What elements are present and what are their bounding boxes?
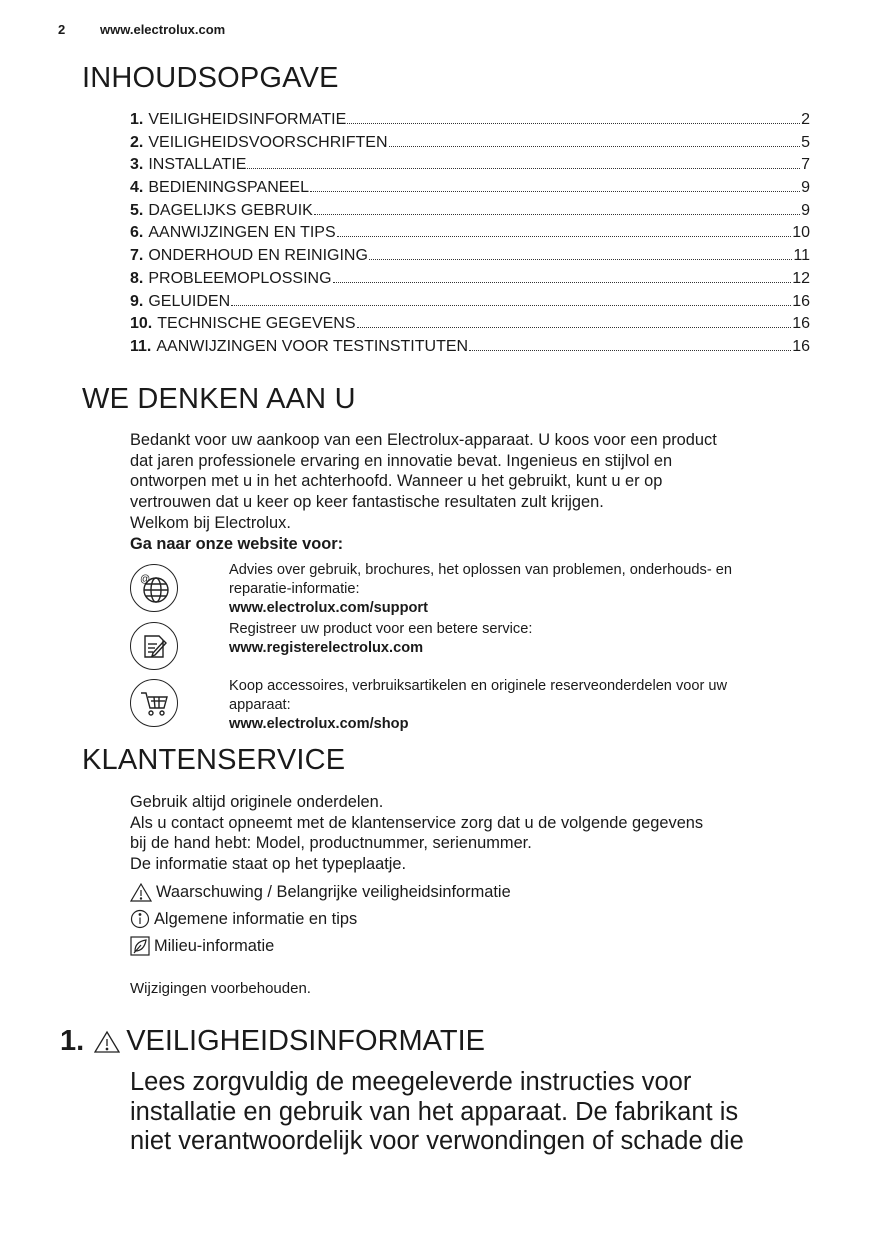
text-line: Bedankt voor uw aankoop van een Electrolux-apparaat. U koos voor een product	[130, 431, 717, 449]
welcome-title: WE DENKEN AAN U	[82, 383, 356, 415]
section-number: 1.	[60, 1025, 85, 1057]
text-line: bij de hand hebt: Model, productnummer, serienummer.	[130, 834, 532, 853]
text-line: niet verantwoordelijk voor verwondingen of schade die	[130, 1127, 744, 1156]
toc-item[interactable]: 2. VEILIGHEIDSVOORSCHRIFTEN 5	[130, 133, 810, 151]
toc-item-label: VEILIGHEIDSINFORMATIE	[148, 111, 347, 128]
warning-icon	[94, 1030, 120, 1054]
toc-item[interactable]: 6. AANWIJZINGEN EN TIPS 10	[130, 224, 810, 242]
text-line: Gebruik altijd originele onderdelen.	[130, 793, 384, 811]
info-icon	[130, 909, 150, 929]
toc-item[interactable]: 11. AANWIJZINGEN VOOR TESTINSTITUTEN 16	[130, 337, 810, 355]
legend-item: Waarschuwing / Belangrijke veiligheidsinformatie	[130, 879, 820, 906]
text-line: ontworpen met u in het achterhoofd. Wanneer u het gebruikt, kunt u er op	[130, 472, 663, 491]
section-1-intro	[130, 1068, 830, 1157]
leaf-icon	[130, 936, 150, 956]
changes-note: Wijzigingen voorbehouden.	[130, 979, 311, 997]
header-site-link[interactable]: www.electrolux.com	[100, 22, 226, 37]
section-title: VEILIGHEIDSINFORMATIE	[126, 1025, 485, 1057]
toc-item-label: DAGELIJKS GEBRUIK	[148, 201, 313, 219]
toc-item[interactable]: 4. BEDIENINGSPANEEL 9	[130, 179, 810, 197]
toc-item-label: AANWIJZINGEN EN TIPS	[148, 224, 336, 242]
text-line: installatie en gebruik van het apparaat. De fabrikant is	[130, 1097, 739, 1126]
page-header	[58, 22, 225, 37]
toc-item[interactable]: 1. VEILIGHEIDSINFORMATIE 2	[130, 111, 810, 128]
text-line: vertrouwen dat u keer op keer fantastische resultaten zult krijgen.	[130, 493, 604, 512]
customer-service-title: KLANTENSERVICE	[82, 744, 346, 776]
section-1-heading	[60, 1025, 485, 1058]
toc-item-label: AANWIJZINGEN VOOR TESTINSTITUTEN	[156, 337, 469, 355]
legend-item: Milieu-informatie	[130, 933, 820, 960]
customer-service-text	[130, 792, 820, 1000]
page-number: 2	[58, 22, 66, 37]
toc-item-label: VEILIGHEIDSVOORSCHRIFTEN	[148, 133, 388, 151]
shop-link[interactable]: www.electrolux.com/shop	[229, 716, 409, 732]
register-icon	[130, 622, 178, 670]
toc-item-page: 16	[792, 292, 810, 310]
toc-item[interactable]: 5. DAGELIJKS GEBRUIK 9	[130, 201, 810, 219]
toc-item-page: 12	[792, 269, 810, 287]
service-item: Advies over gebruik, brochures, het oplossen van problemen, onderhouds- en reparatie-informatie: www.electrolux.com/support	[229, 561, 819, 618]
cart-icon	[130, 679, 178, 727]
toc-item-label: TECHNISCHE GEGEVENS	[157, 315, 356, 333]
text-line: Welkom bij Electrolux.	[130, 513, 291, 532]
support-link[interactable]: www.electrolux.com/support	[229, 600, 428, 616]
welcome-text	[130, 430, 820, 554]
service-item: Registreer uw product voor een betere service: www.registerelectrolux.com	[229, 620, 819, 658]
toc-item[interactable]: 8. PROBLEEMOPLOSSING 12	[130, 269, 810, 287]
toc-title: INHOUDSOPGAVE	[82, 62, 339, 94]
toc-item-page: 16	[792, 315, 810, 333]
toc-item-page: 5	[801, 133, 810, 151]
text-line: De informatie staat op het typeplaatje.	[130, 855, 407, 874]
toc-item[interactable]: 3. INSTALLATIE 7	[130, 156, 810, 174]
toc-item[interactable]: 10. TECHNISCHE GEGEVENS 16	[130, 315, 810, 333]
globe-icon	[130, 564, 178, 612]
toc-item-label: ONDERHOUD EN REINIGING	[148, 247, 368, 265]
register-link[interactable]: www.registerelectrolux.com	[229, 640, 424, 656]
toc-item-page: 16	[792, 337, 810, 355]
toc-item-label: PROBLEEMOPLOSSING	[148, 269, 332, 287]
service-item: Koop accessoires, verbruiksartikelen en originele reserveonderdelen voor uw apparaat: www.electrolux.com/shop	[229, 677, 819, 734]
toc-item[interactable]: 7. ONDERHOUD EN REINIGING 11	[130, 247, 810, 265]
toc-item-label: BEDIENINGSPANEEL	[148, 179, 309, 197]
table-of-contents	[130, 111, 810, 361]
warning-icon	[130, 882, 152, 902]
toc-item-label: GELUIDEN	[148, 292, 231, 310]
toc-item-label: INSTALLATIE	[148, 156, 247, 174]
website-label: Ga naar onze website voor:	[130, 534, 344, 553]
svg-text:@: @	[140, 574, 151, 585]
legend	[130, 879, 820, 960]
toc-item-page: 10	[792, 224, 810, 242]
text-line: Als u contact opneemt met de klantenservice zorg dat u de volgende gegevens	[130, 813, 704, 832]
toc-item-page: 9	[801, 179, 810, 197]
toc-item-page: 11	[793, 247, 810, 265]
toc-item-page: 2	[801, 111, 810, 128]
legend-item: Algemene informatie en tips	[130, 906, 820, 933]
toc-item-page: 7	[801, 156, 810, 174]
text-line: dat jaren professionele ervaring en innovatie bevat. Ingenieus en stijlvol en	[130, 451, 673, 470]
toc-item[interactable]: 9. GELUIDEN 16	[130, 292, 810, 310]
toc-item-page: 9	[801, 201, 810, 219]
text-line: Lees zorgvuldig de meegeleverde instructies voor	[130, 1068, 692, 1096]
